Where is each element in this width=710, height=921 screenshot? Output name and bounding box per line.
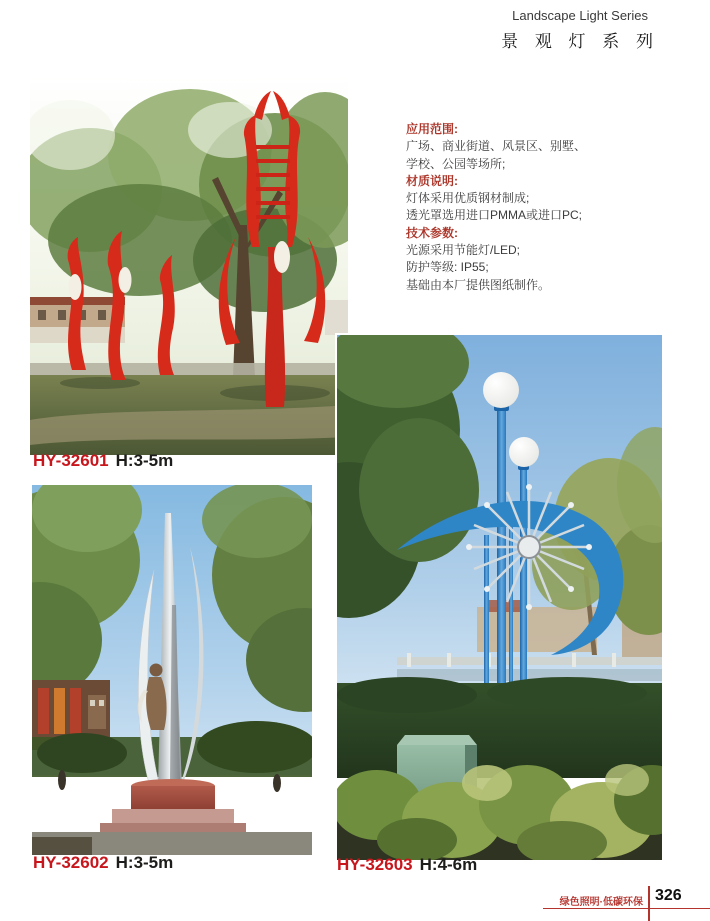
figure-body	[146, 677, 166, 730]
lamp-globe-lower	[509, 437, 539, 467]
spec-line: 防护等级: IP55;	[406, 260, 489, 275]
photo-blue-spiral-lamp	[335, 333, 662, 860]
shrubs-left	[37, 733, 127, 773]
pedestrian	[273, 774, 281, 792]
spec-line: 灯体采用优质钢材制成;	[406, 191, 530, 206]
product-code-2: HY-32602	[33, 853, 109, 872]
spec-line: 广场、商业街道、风景区、别墅、	[406, 139, 587, 154]
spec-section-title: 应用范围:	[406, 122, 458, 136]
figure-head	[150, 664, 163, 677]
product-code-1: HY-32601	[33, 451, 109, 470]
footer-slogan: 绿色照明·低碳环保	[559, 897, 643, 908]
spec-section-title: 技术参数:	[406, 225, 458, 240]
photo-red-flame-lamps	[30, 75, 348, 455]
footer-horizontal-rule	[543, 908, 710, 909]
foreground-plants	[337, 764, 662, 860]
product-label-3	[337, 855, 477, 875]
series-title-english: Landscape Light Series	[512, 8, 648, 23]
spec-line: 学校、公园等场所;	[406, 156, 506, 171]
spec-line: 基础由本厂提供图纸制作。	[406, 277, 551, 292]
product-height-3: H:4-6m	[419, 855, 478, 874]
spec-section-title: 材质说明:	[406, 173, 458, 188]
sculpture-base	[100, 779, 246, 834]
shrubs-right	[197, 721, 312, 773]
product-label-1	[33, 451, 173, 471]
product-code-3: HY-32603	[337, 855, 413, 874]
product-height-2: H:3-5m	[115, 853, 174, 872]
page-number: 326	[655, 887, 682, 904]
product-height-1: H:3-5m	[115, 451, 174, 470]
footer-vertical-rule	[648, 886, 650, 921]
spec-text-block	[406, 121, 636, 294]
spoke-hub	[518, 536, 540, 558]
lamp-globe-upper	[483, 372, 519, 408]
series-title-chinese: 景 观 灯 系 列	[501, 32, 659, 51]
pedestrian	[58, 770, 66, 790]
spec-line: 光源采用节能灯/LED;	[406, 243, 521, 258]
product-label-2	[33, 853, 173, 873]
blue-spiral-lamp-scene	[337, 335, 662, 860]
photo-silver-spire-sculpture	[32, 485, 312, 855]
silver-spire-scene	[32, 485, 312, 855]
spec-line: 透光罩选用进口PMMA或进口PC;	[406, 208, 583, 223]
red-flame-lamps-scene	[30, 75, 348, 455]
